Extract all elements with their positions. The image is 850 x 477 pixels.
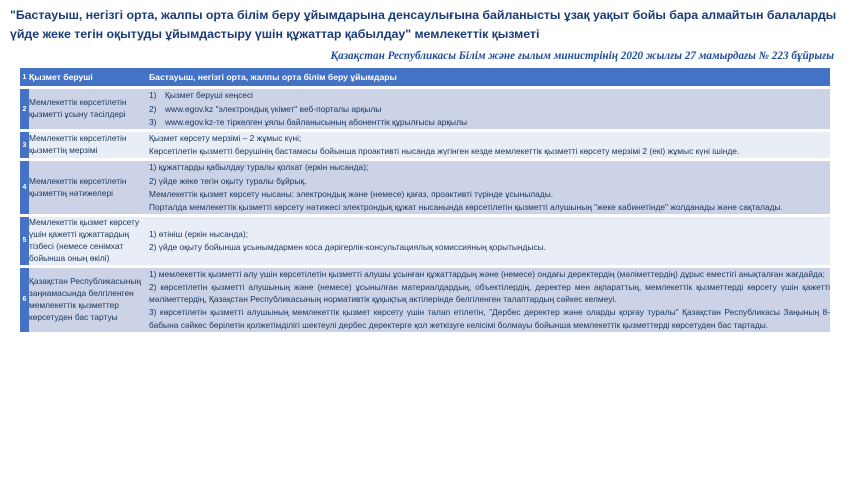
list-item xyxy=(149,89,830,101)
content-line: Порталда мемлекеттік қызметті көрсету нәтижесі электрондық құжат нысанында көрсетілетін қызметті алушының "жеке кабинетінде" жолданады және сақталады. xyxy=(149,201,783,212)
list-item xyxy=(149,116,830,128)
methods-list xyxy=(149,89,830,128)
list-text: www.egov.kz-те тіркелген ұялы байланысының абоненттік құрылғысы арқылы xyxy=(165,116,467,127)
row-label-cell: Мемлекеттік көрсетілетін қызметтің мерзімі xyxy=(29,132,149,158)
row-index-cell: 5 xyxy=(20,217,29,265)
header-label-cell: Қызмет беруші xyxy=(29,68,149,86)
content-line: 1) өтініш (еркін нысанда); xyxy=(149,228,249,239)
header-content-cell: Бастауыш, негізгі орта, жалпы орта білім беру ұйымдары xyxy=(149,68,830,86)
table-row xyxy=(20,132,830,158)
row-label-cell: Мемлекеттік көрсетілетін қызметті ұсыну тәсілдері xyxy=(29,89,149,129)
row-index-cell: 2 xyxy=(20,89,29,129)
table-row xyxy=(20,268,830,332)
row-label-cell: Мемлекеттік қызмет көрсету үшін қажетті құжаттардың тізбесі (немесе сенімхат бойынша оның өкілі) xyxy=(29,217,149,265)
title-block xyxy=(0,0,850,64)
list-text: Қызмет беруші кеңсесі xyxy=(165,90,253,101)
row-index-cell: 4 xyxy=(20,161,29,214)
content-line: 1) мемлекеттік қызметті алу үшін көрсетілетін қызметті алушы ұсынған құжаттардың және (немесе) ондағы деректердің (мәліметтердің) дұрыс еместігі анықталған жағдайда; xyxy=(149,268,825,279)
subtitle-row xyxy=(10,43,840,64)
content-line: Мемлекеттік қызмет көрсету нысаны: электрондық және (немесе) қағаз, проактивті түрінде ұсынылады. xyxy=(149,188,554,199)
row-content-cell xyxy=(149,217,830,265)
list-marker: 2) xyxy=(149,103,157,114)
list-marker: 3) xyxy=(149,116,157,127)
order-reference-subtitle: Қазақстан Республикасы Білім және ғылым министрінің 2020 жылғы 27 мамырдағы № 223 бұйрығы xyxy=(330,50,834,63)
content-line: 1) құжаттарды қабылдау туралы қолхат (еркін нысанда); xyxy=(149,162,369,173)
page-title: "Бастауыш, негізгі орта, жалпы орта білім беру ұйымдарына денсаулығына байланысты ұзақ уақыт бойы бара алмайтын балаларды үйде жеке тегін оқытуды ұйымдастыру үшін құжаттар қабылдау" мемлекеттік қызметі xyxy=(10,8,837,41)
list-item xyxy=(149,103,830,115)
row-content-cell xyxy=(149,89,830,129)
row-content-cell xyxy=(149,161,830,214)
table-row xyxy=(20,217,830,265)
row-index-cell: 1 xyxy=(20,68,29,86)
row-label-cell: Қазақстан Республикасының заңнамасында белгіленген мемлекеттік қызметтер көрсетуден бас тартуы xyxy=(29,268,149,332)
content-line: Қызмет көрсету мерзімі – 2 жұмыс күні; xyxy=(149,133,302,144)
row-content-cell xyxy=(149,132,830,158)
table-row xyxy=(20,161,830,214)
table-row xyxy=(20,89,830,129)
content-line: Көрсетілетін қызметті берушінің бастамасы бойынша проактивті нысанда жүгінген кезде мемлекеттік қызметті көрсету мерзімі 2 (екі) жұмыс күні ішінде. xyxy=(149,146,740,157)
table-header-row xyxy=(20,68,830,86)
row-index-cell: 6 xyxy=(20,268,29,332)
content-line: 2) үйде жеке тегін оқыту туралы бұйрық. xyxy=(149,175,307,186)
list-marker: 1) xyxy=(149,90,157,101)
content-line: 2) көрсетілетін қызметті алушының және (немесе) ұсынылған материалдардың, объектілердің, деректер мен ақпараттың, мемлекеттік қызметтерді көрсету үшін қажетті мәліметтердің, Қазақстан Республикасының нормативтік құқықтық актілерінде белгіленген талаптардың сәйкес келмеуі. xyxy=(149,282,830,305)
row-index-cell: 3 xyxy=(20,132,29,158)
spec-table-wrap xyxy=(20,68,830,332)
service-spec-table xyxy=(20,68,830,332)
row-label-cell: Мемлекеттік көрсетілетін қызметтің нәтижелері xyxy=(29,161,149,214)
spec-table-body xyxy=(20,68,830,332)
content-line: 3) көрсетілетін қызметті алушының мемлекеттік қызмет көрсету үшін талап етілетін, "Дербес деректер және оларды қорғау туралы" Қазақстан Республикасы Заңының 8-бабына сәйкес берілетін қолжетімділігі шектеулі дербес деректерге қол жеткізуге келісімі болмауы бойынша мемлекеттік қызметтерді көрсетуден бас тартады. xyxy=(149,307,830,330)
content-line: 2) үйде оқыту бойынша ұсынымдармен коса дәрігерлік-консультациялық комиссияның қорытындысы. xyxy=(149,241,546,252)
list-text: www.egov.kz "электрондық үкімет" веб-порталы арқылы xyxy=(165,103,382,114)
row-content-cell xyxy=(149,268,830,332)
